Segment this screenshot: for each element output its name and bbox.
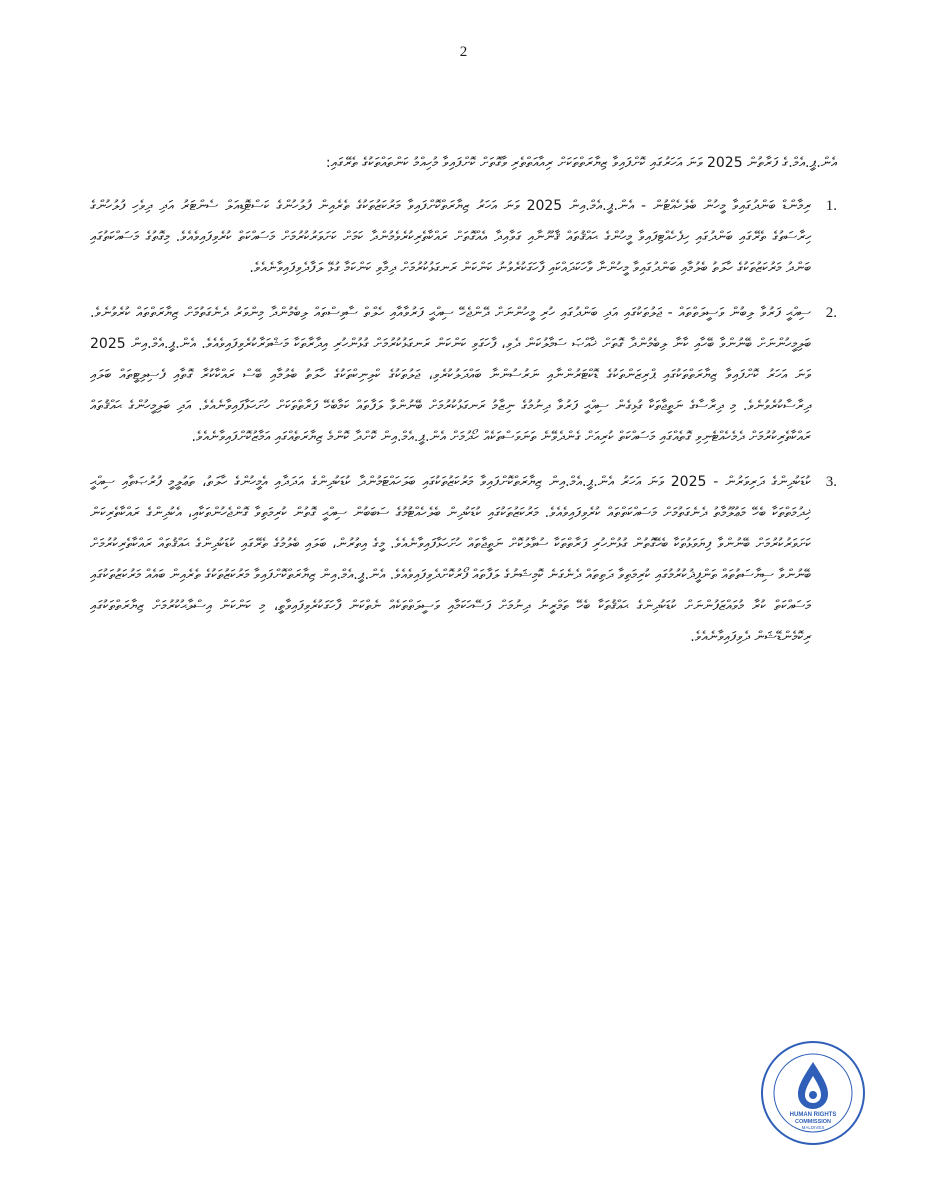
seal-text-top: HUMAN RIGHTS bbox=[789, 1112, 837, 1118]
document-body bbox=[90, 148, 837, 667]
list-item-number: 1. bbox=[825, 198, 837, 214]
seal-text-bottom: MALDIVES bbox=[801, 1125, 825, 1130]
list-item bbox=[90, 298, 837, 453]
list-item bbox=[90, 467, 837, 653]
seal-text-mid: COMMISSION bbox=[794, 1119, 832, 1125]
list-item-number: 3. bbox=[825, 474, 837, 490]
page-number: 2 bbox=[459, 44, 468, 60]
intro-paragraph: އެން.ޕީ.އެމް.ގެ ފަރާތުން 2025 ވަނަ އަހަރުގައި ކޮށްފައިވާ ޒިޔާރަތްތަކަށް ރިއާއަތްތެރި ވާގޮތަށް ކޮށްފައިވާ މުހިއްމު ކަންތައްތަކުގެ ތެރޭގައި: bbox=[325, 155, 837, 171]
commission-seal-icon bbox=[760, 1040, 866, 1146]
list-item bbox=[90, 191, 837, 284]
numbered-list bbox=[90, 191, 837, 653]
list-item-text: ސިއްޙީ ފަރުވާ ލިބުން ވަސީލަތްތައް - ޖަލުތަކުގައި އަދި ބަންދުގައި ހުރި މީހުންނަށް ދޭންޖެހޭ ސިއްޙީ ފަރުވާއާއި ހެލްތް ސާވިސްތައް ލިބެމުންދާ މިންވަރު ދެނެގަތުމަށް ޒިޔާރަތްތައް ކުރެވުނެވެ. ބަލިމީހުންނަށް ބޭނުންވާ ބޭހާއި ކާނާ ލިބެމުންދާ ގޮތަށް ޚާއްޞަ ސަމާލުކަން ދެވި، ފާހަގަވި ކަންކަން ރަނގަޅުކުރުމަށް ގުޅުންހުރި އިދާރާތަކާ މަޝްވަރާކުރެވިފައިވެއެވެ. އެން.ޕީ.އެމް.އިން 2025 ވަނަ އަހަރު ކޮށްފައިވާ ޒިޔާރަތްތަކުގައި ޕްރިޒަންތަކުގެ ޑޮކްޓަރުންނާއި ނަރުސުންނާ ބައްދަލުކުރެވި، ޖަލުތަކުގެ ކްލިނިކްތަކުގެ ހާލަތު ބެލުމާއި ބޭސް ރައްކާކުރާ ގޮތާއި ފެސިލިޓީތައް ބަލައި ދިރާސާކުރެވުނެވެ. މި ދިރާސާގެ ނަތީޖާތަކާ ގުޅިގެން ސިއްޙީ ފަރުވާ ދިނުމުގެ ނިޒާމު ރަނގަޅުކުރުމަށް ބޭނުންވާ ލަފާތައް ކަމާބެހޭ ފަރާތްތަކަށް ހުށަހަޅާފައިވާނެއެވެ. އަދި ބަލިމީހުންގެ ޙައްޤުތައް ރައްކާތެރިކުރުމަށް ދެމެހެއްޓެނިވި ގޮތެއްގައި މަސައްކަތް ކުރިއަށް ގެންދެވޭނެ ތަނަވަސްތަކެއް ހޯދުމަށް އެން.ޕީ.އެމް.އިން ކޮށްދާ ކޮންމެ ޒިޔާރަތެއްގައި އަމާޒުކޮށްފައިވާނެއެވެ. bbox=[90, 305, 811, 445]
list-item-number: 2. bbox=[825, 305, 837, 321]
list-item-text: ކުޑަކުދިންގެ ދަރިވަރުން - 2025 ވަނަ އަހަރު އެން.ޕީ.އެމް.އިން ޒިޔާރަތްކޮށްފައިވާ މަރުކަޒުތަކުގައި ބަލަހައްޓަމުންދާ ކުޑަކުދިންގެ އަދަދާއި އެމީހުންގެ ހާލަތު، ތަޢުލީމީ ފުރުޞަތާއި ސިއްޙީ ޚިދުމަތްތަކާ ބެހޭ މަޢުލޫމާތު ދެނެގަތުމަށް މަސައްކަތްތައް ކުރެވިފައިވެއެވެ. މަރުކަޒުތަކުގައި ކުޑަކުދިން ބެލެހެއްޓުމުގެ ސަބަބުން ސިއްޙީ ގޮތުން ކުރިމަތިވާ ގޮންޖެހުންތަކާއި، އެކުދިންގެ ރައްކާތެރިކަން ކަށަވަރުކުރުމަށް ބޭނުންވާ ފިޔަވަޅުތަކާ ބެހޭގޮތުން ގުޅުންހުރި ފަރާތްތަކާ ސުވާލުކޮށް ނަތީޖާތައް ހުށަހަޅާފައިވާނެއެވެ. މީގެ އިތުރުން، ބަލައި ބެލުމުގެ ތެރޭގައި ކުޑަކުދިންގެ ޙައްޤުތައް ރައްކާތެރިކުރުމަށް ބޭނުންވާ ސިޔާސަތުތައް ތަންފީޛުކުރުމުގައި ކުރިމަތިވާ ދަތިތައް ދެނެގަނެ ކޮމިޝަނުގެ ލަފާތައް ފޯރުކޮށްދެވިފައިވެއެވެ. އެން.ޕީ.އެމް.އިން ޒިޔާރަތްކޮށްފައިވާ މަރުކަޒުތަކުގެ ތެރެއިން ބައެއް މަރުކަޒުތަކުގައި މަސައްކަތް ކުރާ މުވައްޒަފުންނަށް ކުޑަކުދިންގެ ޙައްޤުތަކާ ބެހޭ ތަމްރީނު ދިނުމަށް ފަސޭހަކަމާއި ވަސީލަތްތަކެއް ނެތްކަން ފާހަގަކުރެވިފައިވާތީ، މި ކަންކަން އިސްލާޙުކުރުމަށް ޒިޔާރަތްތަކުގައި ރިކޮމެންޑޭޝަން ދެވިފައިވާނެއެވެ. bbox=[90, 474, 811, 645]
list-item-text: ރިމާންޑް ބަންދުގައިވާ މީހުން ބެލެހެއްޓުން - އެން.ޕީ.އެމް.އިން 2025 ވަނަ އަހަރު ޒިޔާރަތްކޮށްފައިވާ މަރުކަޒުތަކުގެ ތެރެއިން ފުލުހުންގެ ކަސްޓޮޑިއަލް ސެންޓަރު އަދި ދިވެހި ފުލުހުންގެ ހިރާސަތުގެ ތެރޭގައި ބަންދުގައި ހިފެހެއްޓިފައިވާ މީހުންގެ ޙައްޤުތައް ޤާނޫނާއި ގަވާއިދާ އެއްގޮތަށް ރައްކާތެރިކުރެވެމުންދާ ކަމަށް ކަށަވަރުކުރުމަށް މަސައްކަތް ކުރެވިފައިވެއެވެ. މިގޮތުގެ މަސައްކަތުގައި ބަންދު މަރުކަޒުތަކުގެ ހާލަތު ބެލުމާއި ބަންދުގައިވާ މީހުންނާ ވާހަކަދައްކައި ފާހަގަކުރެވުނު ކަންކަން ރަނގަޅުކުރުމަށް ދިމާވި ކަންކަމާ ގުޅޭ ލަފާދެވިފައިވާނެއެވެ. bbox=[90, 198, 811, 276]
